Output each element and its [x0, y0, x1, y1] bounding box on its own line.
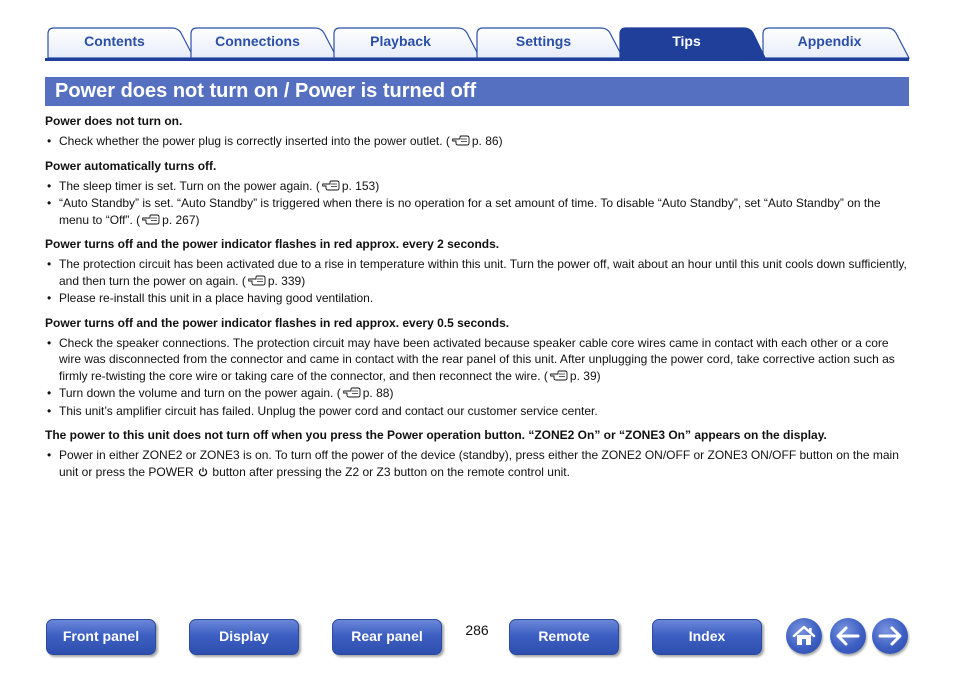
list-item: • Turn down the volume and turn on the power again. ( p. 88): [45, 385, 909, 402]
list-item: • Check whether the power plug is correctly inserted into the power outlet. ( p. 86): [45, 133, 909, 150]
remote-button[interactable]: Remote: [509, 619, 619, 655]
display-button[interactable]: Display: [189, 619, 299, 655]
section-heading: Power turns off and the power indicator flashes in red approx. every 0.5 seconds.: [45, 315, 510, 330]
page-reference-link[interactable]: ( p. 267): [136, 212, 200, 227]
pointing-hand-icon: [322, 180, 340, 191]
pointing-hand-icon: [142, 214, 160, 225]
front-panel-button[interactable]: Front panel: [46, 619, 156, 655]
home-icon: [786, 618, 822, 654]
list-item: • This unit’s amplifier circuit has failed. Unplug the power cord and contact our customer service center.: [45, 403, 909, 420]
tab-appendix[interactable]: Appendix: [797, 33, 862, 49]
page-reference-link[interactable]: ( p. 153): [315, 178, 380, 193]
bullet-list: [45, 335, 909, 420]
tab-connections[interactable]: Connections: [215, 33, 300, 49]
power-icon: [198, 467, 208, 477]
bullet-list: [45, 133, 909, 150]
page-title-bar: [45, 77, 909, 106]
tab-bar: [0, 0, 954, 64]
index-button[interactable]: Index: [652, 619, 762, 655]
page-reference-link[interactable]: ( p. 339): [241, 273, 306, 288]
tab-baseline: [45, 58, 909, 61]
list-item: • The sleep timer is set. Turn on the power again. ( p. 153): [45, 178, 909, 195]
page-reference-link[interactable]: ( p. 88): [336, 386, 394, 400]
bullet-list: [45, 447, 909, 480]
pointing-hand-icon: [452, 135, 470, 146]
tab-tips[interactable]: Tips: [672, 33, 701, 49]
bullet-list: [45, 178, 909, 229]
page-reference-link[interactable]: ( p. 39): [543, 368, 601, 383]
list-item: • The protection circuit has been activated due to a rise in temperature within this unit. Turn the power off, wait about an hour until this unit cools down sufficiently, and then turn the power on again. ( p. 339): [45, 256, 909, 289]
pointing-hand-icon: [248, 275, 266, 286]
back-button[interactable]: [830, 618, 866, 654]
section-heading: Power does not turn on.: [45, 114, 183, 128]
section-heading: Power automatically turns off.: [45, 158, 217, 173]
page-reference-link[interactable]: ( p. 86): [445, 134, 503, 148]
tab-contents[interactable]: Contents: [84, 33, 145, 49]
home-button[interactable]: [786, 618, 822, 654]
list-item: • Check the speaker connections. The protection circuit may have been activated because speaker cable core wires came in contact with each other or a core wire was disconnected from the connector and came in contact with the rear panel of this unit. After unplugging the power cord, take corrective action such as firmly re-twisting the core wire or taking care of the connector, and then reconnect the wire. ( p. 39): [45, 335, 909, 385]
list-item: • Power in either ZONE2 or ZONE3 is on. To turn off the power of the device (standby), press either the ZONE2 ON/OFF or ZONE3 ON/OFF button on the main unit or press the POWER button after pressing the Z2 or Z3 button on the remote control unit.: [45, 447, 909, 480]
page-number: 286: [465, 622, 489, 638]
pointing-hand-icon: [343, 387, 361, 398]
section-heading: Power turns off and the power indicator flashes in red approx. every 2 seconds.: [45, 237, 500, 251]
tab-playback[interactable]: Playback: [370, 33, 431, 49]
tab-settings[interactable]: Settings: [515, 33, 572, 49]
arrow-right-icon: [872, 618, 908, 654]
forward-button[interactable]: [872, 618, 908, 654]
main-content: [45, 113, 909, 488]
section-heading: The power to this unit does not turn off when you press the Power operation button. “ZONE2 On” or “ZONE3 On” appears on the display.: [45, 428, 827, 442]
page-title: Power does not turn on / Power is turned off: [55, 80, 477, 102]
list-item: • Please re-install this unit in a place having good ventilation.: [45, 290, 909, 307]
pointing-hand-icon: [550, 370, 568, 381]
bullet-list: [45, 256, 909, 307]
arrow-left-icon: [830, 618, 866, 654]
list-item: • “Auto Standby” is set. “Auto Standby” is triggered when there is no operation for a set amount of time. To disable “Auto Standby”, set “Auto Standby” on the menu to “Off”. ( p. 267): [45, 195, 909, 228]
rear-panel-button[interactable]: Rear panel: [332, 619, 442, 655]
